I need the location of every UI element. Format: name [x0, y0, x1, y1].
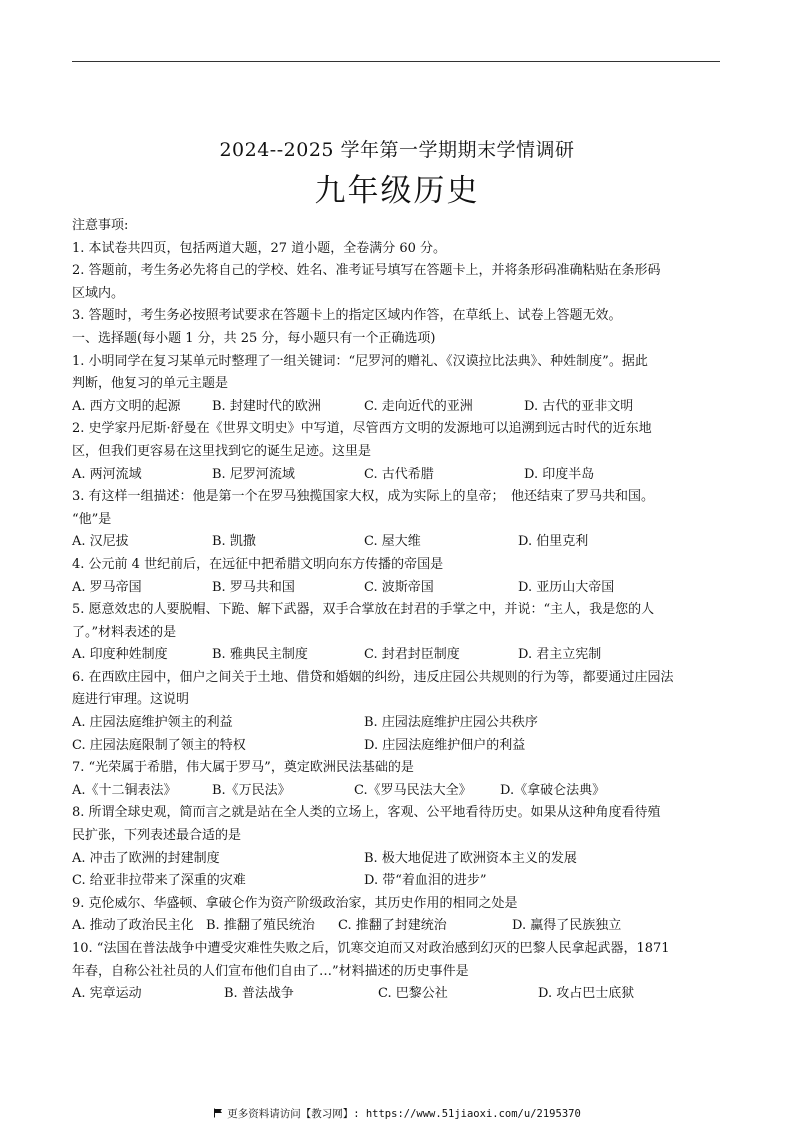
question-stem: 2. 史学家丹尼斯·舒曼在《世界文明史》中写道，尽管西方文明的发源地可以追溯到远古时代的近东地	[72, 421, 652, 437]
option-c: C. 古代希腊	[364, 466, 434, 482]
options-row	[72, 983, 722, 1006]
option-c: C. 巴黎公社	[378, 986, 448, 1002]
footer	[0, 1107, 794, 1121]
question-1	[72, 351, 722, 419]
notice-heading: 注意事项:	[72, 218, 129, 233]
question-3	[72, 486, 722, 554]
question-2	[72, 418, 722, 486]
option-c: C. 庄园法庭限制了领主的特权	[72, 737, 246, 753]
question-9	[72, 893, 722, 938]
option-c: C.《罗马民法大全》	[354, 782, 472, 798]
option-d: D. 庄园法庭维护佃户的利益	[364, 737, 526, 753]
question-stem: 了。”材料表述的是	[72, 624, 177, 640]
notice-item-continued: 区域内。	[72, 285, 125, 301]
option-d: D. 攻占巴士底狱	[538, 986, 635, 1002]
question-stem: 庭进行审理。这说明	[72, 692, 190, 708]
question-stem: 4. 公元前 4 世纪前后，在远征中把希腊文明向东方传播的帝国是	[72, 556, 444, 572]
question-7	[72, 757, 722, 802]
option-d: D. 古代的亚非文明	[524, 398, 634, 414]
options-row	[72, 870, 722, 893]
options-row	[72, 848, 722, 871]
exam-body	[72, 215, 722, 1006]
option-c: C. 推翻了封建统治	[338, 918, 447, 934]
question-8	[72, 802, 722, 892]
option-a: A. 汉尼拔	[72, 534, 129, 550]
option-c: C. 给亚非拉带来了深重的灾难	[72, 873, 246, 889]
question-stem: 6. 在西欧庄园中，佃户之间关于土地、借贷和婚姻的纠纷，违反庄园公共规则的行为等，都要通过庄园法	[72, 669, 674, 685]
option-b: B. 尼罗河流域	[212, 466, 295, 482]
option-d: D. 带“着血泪的进步”	[364, 873, 487, 889]
question-stem: 10. “法国在普法战争中遭受灾难性失败之后，饥寒交迫而又对政治感到幻灭的巴黎人民拿起武器，1871	[72, 941, 670, 956]
top-rule	[72, 61, 720, 62]
option-d: D. 伯里克利	[518, 534, 589, 550]
option-a: A. 宪章运动	[72, 986, 142, 1002]
footer-link[interactable]: 更多资料请访问【教习网】: https://www.51jiaoxi.com/u/2195370	[227, 1108, 581, 1120]
option-b: B. 推翻了殖民统治	[206, 918, 315, 934]
option-c: C. 屋大维	[364, 534, 421, 550]
option-a: A. 西方文明的起源	[72, 398, 181, 414]
option-d: D. 印度半岛	[524, 466, 595, 482]
option-b: B. 普法战争	[224, 986, 294, 1002]
question-stem: 3. 有这样一组描述：他是第一个在罗马独揽国家大权，成为实际上的皇帝； 他还结束了罗马共和国。	[72, 489, 655, 505]
option-b: B. 封建时代的欧洲	[212, 398, 321, 414]
question-stem: 年春，自称公社社员的人们宣布他们自由了…”材料描述的历史事件是	[72, 963, 469, 979]
option-a: A. 印度种姓制度	[72, 647, 168, 663]
question-stem: 8. 所谓全球史观，简而言之就是站在全人类的立场上，客观、公平地看待历史。如果从这种角度看待殖	[72, 805, 661, 821]
question-stem: 9. 克伦威尔、华盛顿、拿破仑作为资产阶级政治家，其历史作用的相同之处是	[72, 895, 518, 911]
option-a: A.《十二铜表法》	[72, 782, 177, 798]
question-4	[72, 554, 722, 599]
section-heading: 一、选择题(每小题 1 分，共 25 分，每小题只有一个正确选项)	[72, 330, 436, 346]
options-row	[72, 396, 722, 419]
question-stem: 7. “光荣属于希腊，伟大属于罗马”，奠定欧洲民法基础的是	[72, 760, 414, 776]
notice-item: 3. 答题时，考生务必按照考试要求在答题卡上的指定区域内作答，在草纸上、试卷上答题无效。	[72, 308, 622, 324]
option-c: C. 封君封臣制度	[364, 647, 460, 663]
question-stem: 民扩张，下列表述最合适的是	[72, 828, 242, 844]
options-row	[72, 915, 722, 938]
question-stem: “他”是	[72, 511, 112, 527]
option-d: D.《拿破仑法典》	[500, 782, 606, 798]
options-row	[72, 735, 722, 758]
option-a: A. 冲击了欧洲的封建制度	[72, 850, 220, 866]
question-6	[72, 667, 722, 757]
flag-icon	[213, 1108, 223, 1118]
option-a: A. 罗马帝国	[72, 579, 142, 595]
option-c: C. 走向近代的亚洲	[364, 398, 473, 414]
option-b: B. 极大地促进了欧洲资本主义的发展	[364, 850, 577, 866]
notice-item: 1. 本试卷共四页，包括两道大题，27 道小题，全卷满分 60 分。	[72, 240, 447, 256]
options-row	[72, 712, 722, 735]
option-d: D. 亚历山大帝国	[518, 579, 615, 595]
option-b: B. 雅典民主制度	[212, 647, 308, 663]
option-a: A. 两河流域	[72, 466, 142, 482]
question-10	[72, 938, 722, 1006]
options-row	[72, 577, 722, 600]
option-a: A. 庄园法庭维护领主的利益	[72, 715, 233, 731]
exam-subject-title: 九年级历史	[314, 173, 480, 209]
option-d: D. 赢得了民族独立	[512, 918, 622, 934]
notice-item: 2. 答题前，考生务必先将自己的学校、姓名、准考证号填写在答题卡上，并将条形码准确粘贴在条形码	[72, 263, 661, 279]
option-b: B.《万民法》	[212, 782, 291, 798]
exam-term-title: 2024--2025 学年第一学期期末学情调研	[219, 139, 575, 161]
question-stem: 1. 小明同学在复习某单元时整理了一组关键词：“尼罗河的赠礼、《汉谟拉比法典》、种姓制度”。据此	[72, 353, 648, 369]
options-row	[72, 780, 722, 803]
question-stem: 判断，他复习的单元主题是	[72, 376, 229, 392]
question-5	[72, 599, 722, 667]
question-stem: 5. 愿意效忠的人要脱帽、下跪、解下武器，双手合掌放在封君的手掌之中，并说：“主人，我是您的人	[72, 602, 655, 618]
question-stem: 区，但我们更容易在这里找到它的诞生足迹。这里是	[72, 443, 372, 459]
option-b: B. 凯撒	[212, 534, 256, 550]
options-row	[72, 531, 722, 554]
option-d: D. 君主立宪制	[518, 647, 602, 663]
options-row	[72, 464, 722, 487]
option-a: A. 推动了政治民主化	[72, 918, 194, 934]
option-b: B. 庄园法庭维护庄园公共秩序	[364, 715, 538, 731]
option-c: C. 波斯帝国	[364, 579, 434, 595]
option-b: B. 罗马共和国	[212, 579, 295, 595]
options-row	[72, 644, 722, 667]
